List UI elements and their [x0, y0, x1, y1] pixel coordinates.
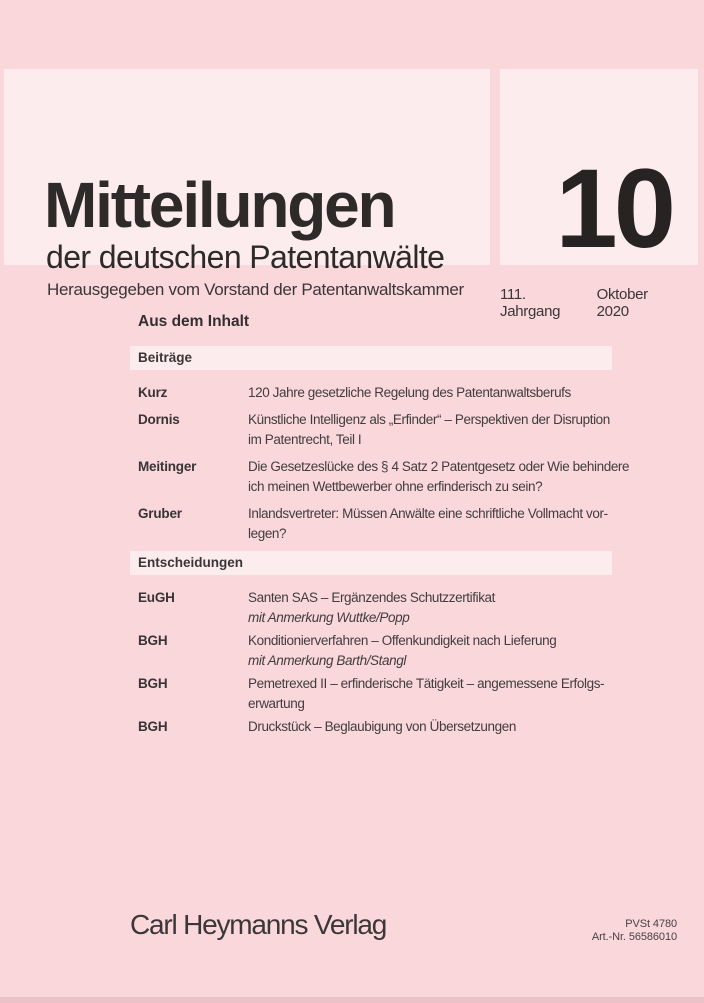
toc-note: mit Anmerkung Barth/Stangl — [248, 653, 406, 668]
toc-author: Dornis — [138, 412, 180, 427]
toc-row — [130, 588, 612, 628]
journal-publisher-line: Herausgegeben vom Vorstand der Patentanwaltskammer — [47, 280, 464, 299]
toc-row — [130, 383, 612, 403]
issue-date: Oktober 2020 — [596, 286, 648, 320]
contents-heading: Aus dem Inhalt — [138, 313, 250, 330]
toc-title: Die Gesetzeslücke des § 4 Satz 2 Patentgesetz oder Wie behindere ich meinen Wettbewerber ohne erfinderisch zu sein? — [248, 459, 630, 494]
table-of-contents — [130, 312, 630, 740]
journal-title: Mitteilungen — [44, 169, 395, 241]
section-beitraege — [130, 383, 630, 544]
toc-title: Santen SAS – Ergänzendes Schutzzertifikat — [248, 590, 496, 605]
postal-id: PVSt 4780 — [625, 918, 677, 930]
masthead-title-panel — [4, 69, 490, 299]
toc-entry — [248, 588, 495, 628]
masthead-issue-panel — [500, 69, 698, 320]
toc-author: BGH — [138, 676, 168, 691]
toc-row — [130, 674, 612, 714]
journal-subtitle: der deutschen Patentanwälte — [46, 239, 445, 275]
toc-row — [130, 457, 630, 497]
toc-row — [130, 631, 612, 671]
toc-title: Künstliche Intelligenz als „Erfinder“ – Perspektiven der Disruption im Patentrecht, Teil I — [248, 412, 610, 447]
toc-author: BGH — [138, 719, 168, 734]
section-band-entscheidungen: Entscheidungen — [130, 551, 612, 575]
toc-title: Inlandsvertreter: Müssen Anwälte eine schriftliche Vollmacht vor- legen? — [248, 506, 608, 541]
toc-title: 120 Jahre gesetzliche Regelung des Patentanwaltsberufs — [248, 385, 571, 400]
print-codes — [592, 918, 677, 943]
article-number: Art.-Nr. 56586010 — [591, 930, 677, 943]
toc-author: Kurz — [138, 385, 168, 400]
section-entscheidungen — [130, 588, 612, 737]
section-band-beitraege: Beiträge — [130, 346, 612, 370]
issue-number: 10 — [555, 146, 672, 271]
issue-volume: 111. Jahrgang — [500, 286, 561, 320]
toc-author: Gruber — [138, 506, 182, 521]
page-bottom-edge — [0, 997, 704, 1003]
toc-title: Pemetrexed II – erfinderische Tätigkeit – angemessene Erfolgs- erwartung — [248, 676, 605, 711]
toc-entry — [248, 631, 556, 671]
toc-row — [130, 410, 612, 450]
publisher-logo: Carl Heymanns Verlag — [130, 909, 387, 940]
toc-author: BGH — [138, 633, 168, 648]
toc-note: mit Anmerkung Wuttke/Popp — [248, 610, 410, 625]
toc-title: Druckstück – Beglaubigung von Übersetzungen — [248, 719, 516, 734]
toc-row — [130, 717, 612, 737]
toc-author: EuGH — [138, 590, 175, 605]
toc-title: Konditionierverfahren – Offenkundigkeit nach Lieferung — [248, 633, 557, 648]
toc-row — [130, 504, 612, 544]
toc-author: Meitinger — [138, 459, 197, 474]
